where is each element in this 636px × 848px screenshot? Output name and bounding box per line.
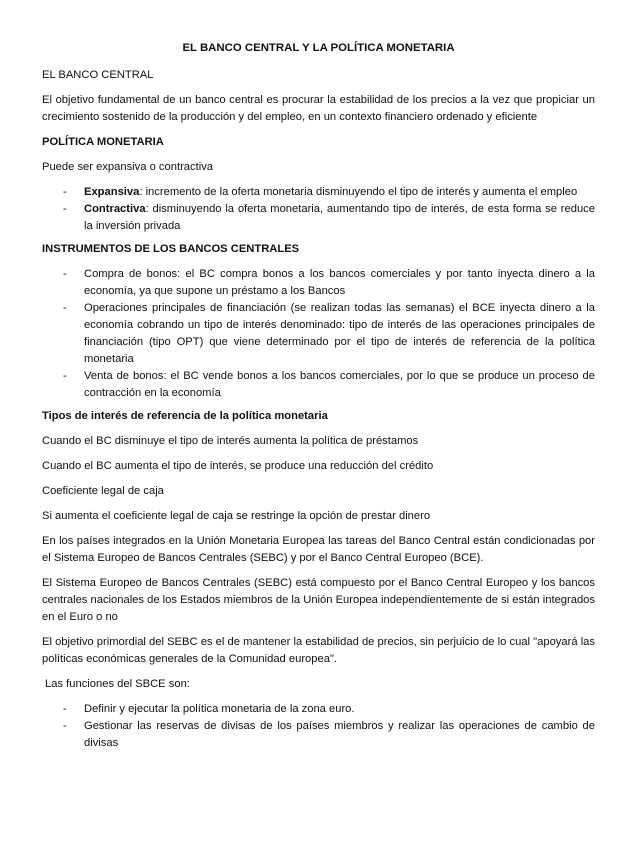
term-expansiva: Expansiva: [84, 186, 140, 198]
list-item: [42, 184, 595, 201]
list-item: - Venta de bonos: el BC vende bonos a los bancos comerciales, por lo que se produce un proceso de contracción en la economía: [42, 368, 595, 402]
paragraph-objetivo-banco-central: El objetivo fundamental de un banco central es procurar la estabilidad de los precios a la vez que propiciar un crecimiento sostenido de la producción y del empleo, en un contexto financiero ordenado y eficiente: [42, 94, 595, 123]
paragraph-objetivo-sebc: El objetivo primordial del SEBC es el de mantener la estabilidad de precios, sin perjuicio de lo cual "apoyará las políticas económicas generales de la Comunidad europea".: [42, 636, 595, 665]
paragraph-coeficiente-text: Si aumenta el coeficiente legal de caja se restringe la opción de prestar dinero: [42, 510, 431, 522]
policy-list: [42, 184, 595, 235]
term-contractiva: Contractiva: [84, 203, 146, 215]
paragraph-politica-intro: Puede ser expansiva o contractiva: [42, 161, 214, 173]
paragraph-sebc: El Sistema Europeo de Bancos Centrales (SEBC) está compuesto por el Banco Central Europeo y los bancos centrales nacionales de los Estados miembros de la Unión Europea independientemente de si están integrados en el Euro o no: [42, 577, 595, 623]
functions-list: [42, 701, 595, 752]
section-heading-banco-central: EL BANCO CENTRAL: [42, 69, 154, 81]
paragraph-union-monetaria: En los países integrados en la Unión Monetaria Europea las tareas del Banco Central están condicionadas por el Sistema Europeo de Bancos Centrales (SEBC) y por el Banco Central Europeo (BCE).: [42, 535, 595, 564]
list-item: - Gestionar las reservas de divisas de los países miembros y realizar las operaciones de cambio de divisas: [42, 718, 595, 752]
section-heading-tipos-interes: Tipos de interés de referencia de la política monetaria: [42, 410, 328, 422]
section-heading-instrumentos: INSTRUMENTOS DE LOS BANCOS CENTRALES: [42, 243, 300, 255]
document-title: EL BANCO CENTRAL Y LA POLÍTICA MONETARIA: [182, 42, 455, 54]
instruments-list: [42, 266, 595, 402]
text-contractiva: : disminuyendo la oferta monetaria, aumentando tipo de interés, de esta forma se reduce la inversión privada: [84, 203, 595, 232]
document-page: [42, 40, 595, 758]
paragraph-coeficiente-heading: Coeficiente legal de caja: [42, 485, 164, 497]
text-expansiva: : incremento de la oferta monetaria disminuyendo el tipo de interés y aumenta el empleo: [139, 186, 578, 198]
section-heading-politica-monetaria: POLÍTICA MONETARIA: [42, 136, 164, 148]
list-item: [42, 201, 595, 235]
list-item: - Compra de bonos: el BC compra bonos a los bancos comerciales y por tanto inyecta dinero a la economía, ya que supone un préstamo a los Bancos: [42, 266, 595, 300]
list-item: - Definir y ejecutar la política monetaria de la zona euro.: [42, 701, 595, 718]
paragraph-rate-up: Cuando el BC aumenta el tipo de interés, se produce una reducción del crédito: [42, 460, 434, 472]
paragraph-rate-down: Cuando el BC disminuye el tipo de interés aumenta la política de préstamos: [42, 435, 419, 447]
list-item: - Operaciones principales de financiación (se realizan todas las semanas) el BCE inyecta dinero a la economía cobrando un tipo de interés denominado: tipo de interés de las operaciones principales de financiación (tipo OPT) que viene determinado por el tipo de interés de referencia de la política monetaria: [42, 300, 595, 368]
functions-heading: Las funciones del SBCE son:: [45, 678, 190, 690]
